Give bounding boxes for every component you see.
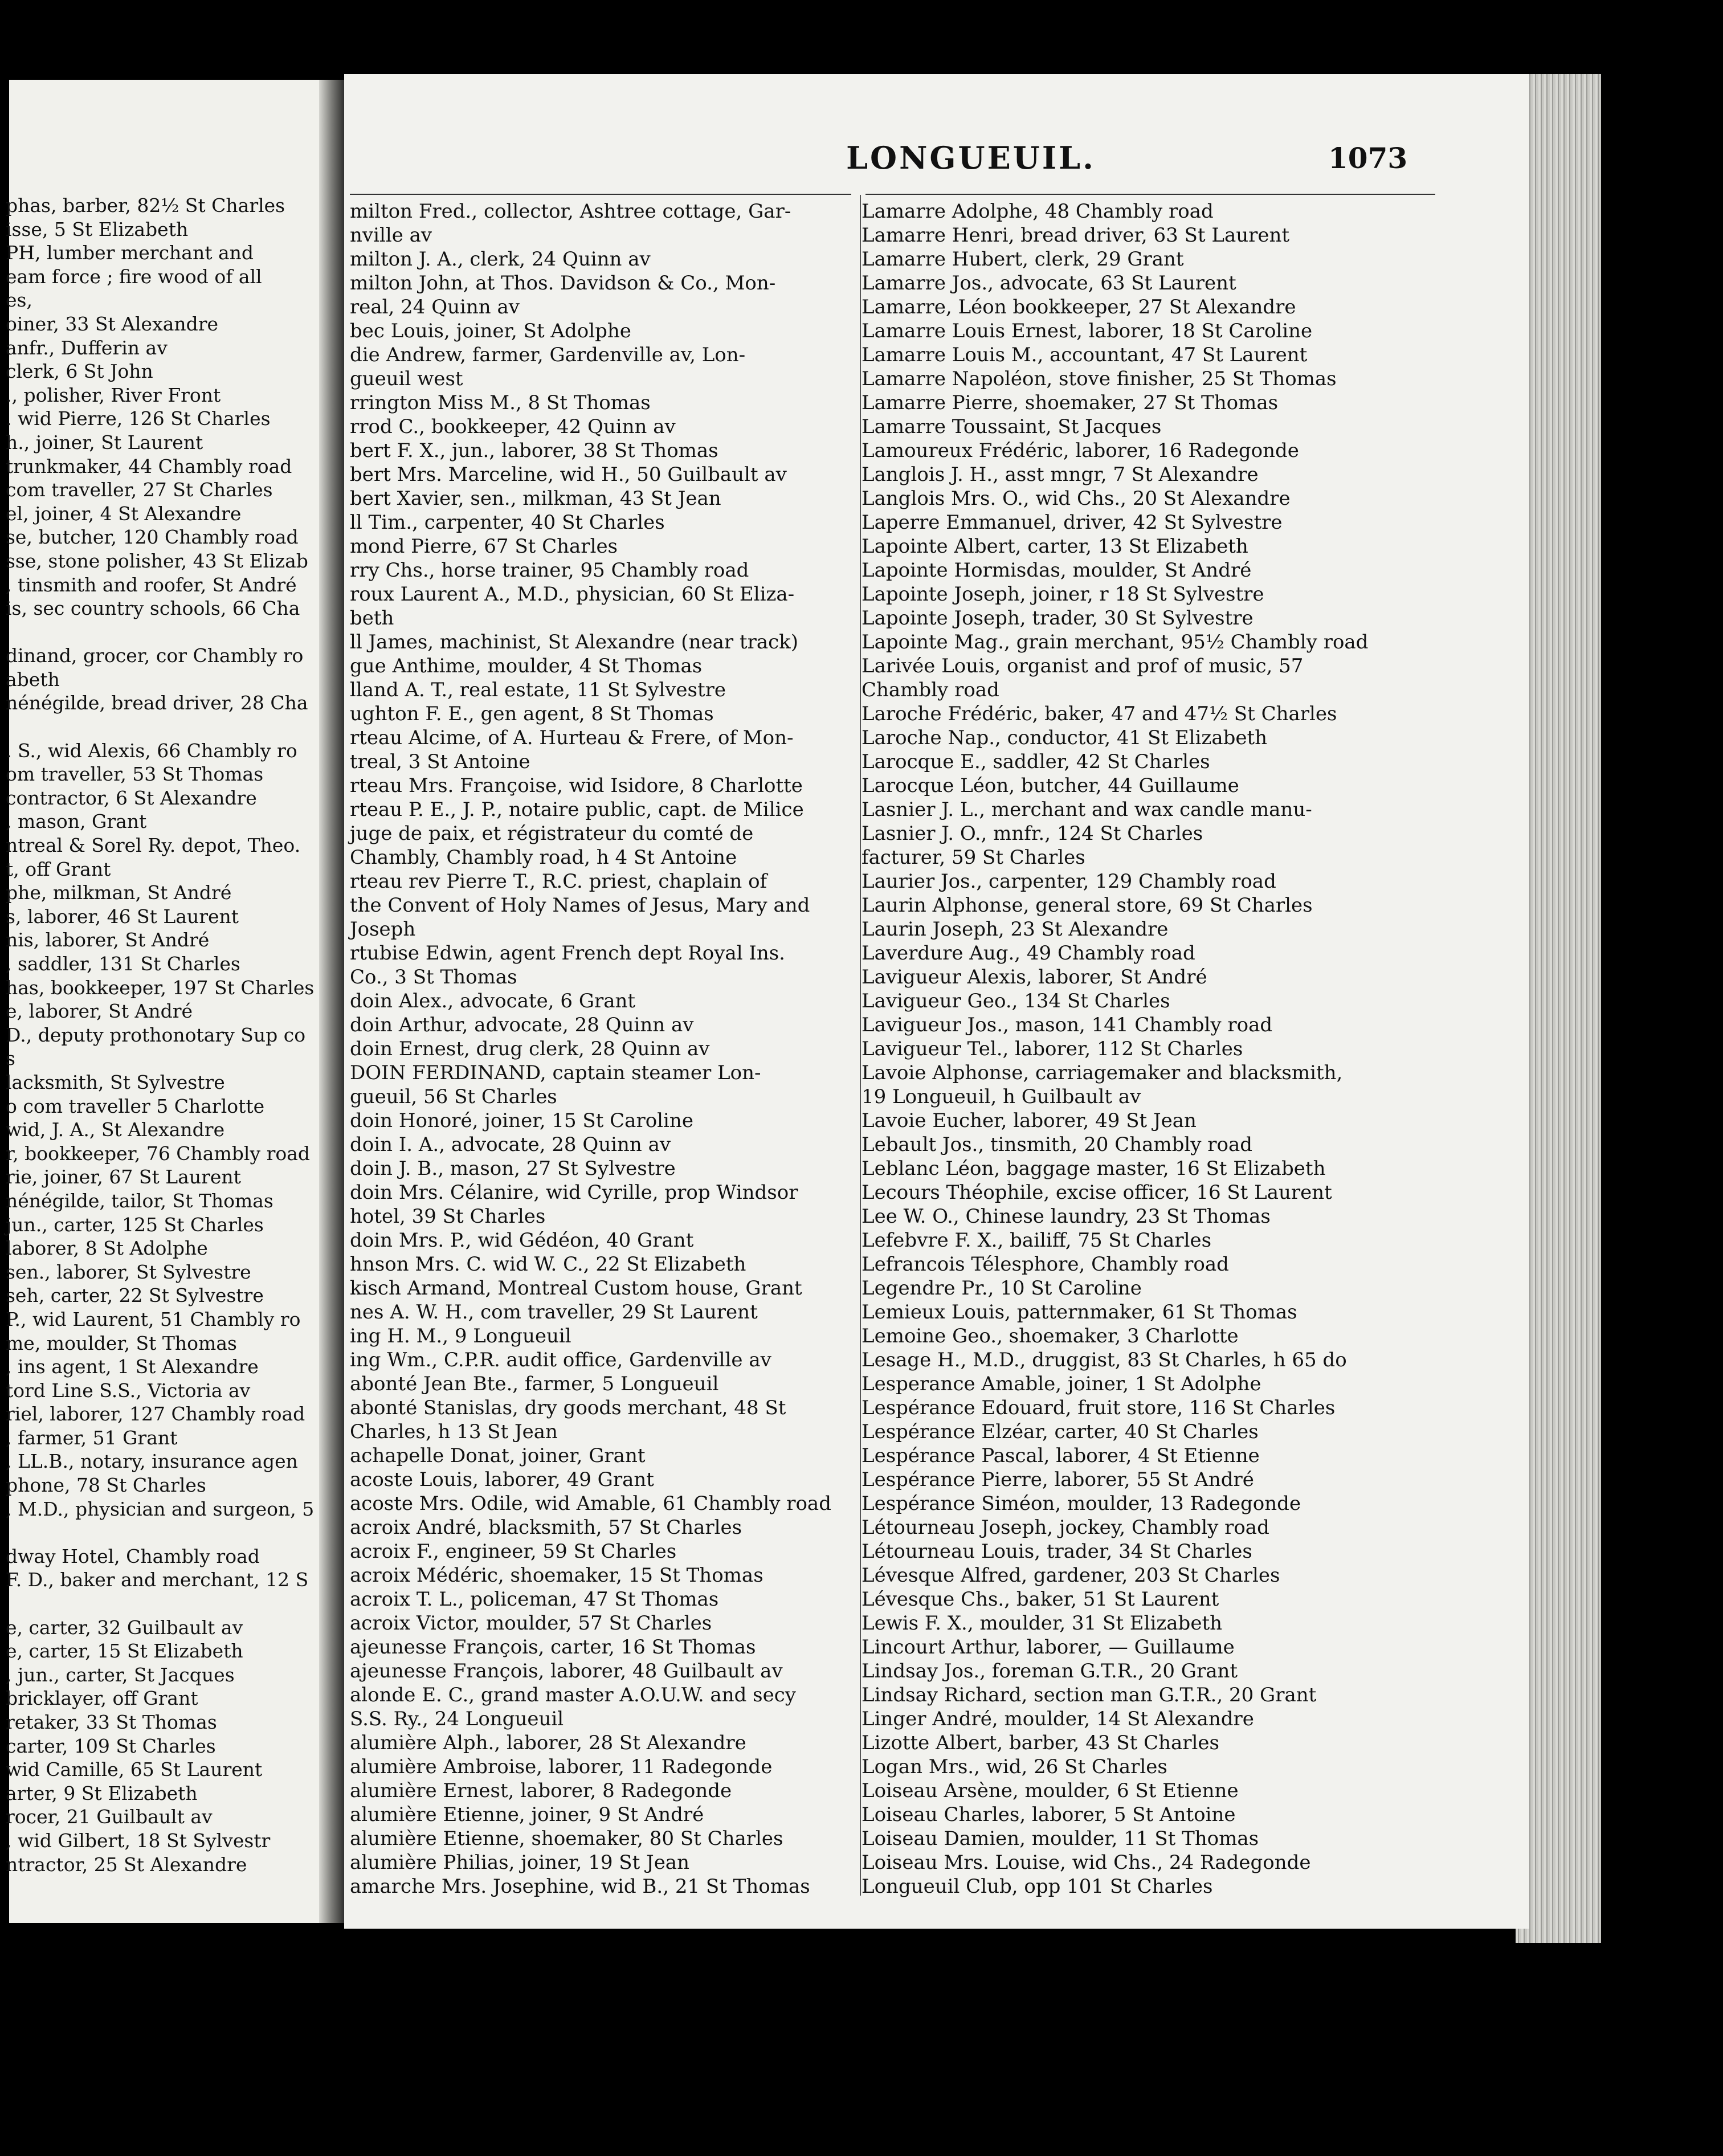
directory-entry: Langlois J. H., asst mngr, 7 St Alexandre xyxy=(862,463,1259,486)
directory-entry: Lavigueur Jos., mason, 141 Chambly road xyxy=(862,1014,1273,1036)
column-divider xyxy=(860,195,861,1896)
directory-entry: Laroche Nap., conductor, 41 St Elizabeth xyxy=(862,726,1268,749)
directory-entry: contractor, 6 St Alexandre xyxy=(6,786,257,809)
directory-entry: ajeunesse François, laborer, 48 Guilbault av xyxy=(350,1660,783,1683)
directory-entry: eam force ; fire wood of all xyxy=(6,265,262,288)
directory-entry: t, off Grant xyxy=(6,858,111,880)
directory-entry: is, sec country schools, 66 Cha xyxy=(6,597,300,620)
directory-entry: kisch Armand, Montreal Custom house, Grant xyxy=(350,1277,802,1300)
directory-entry: Lewis F. X., moulder, 31 St Elizabeth xyxy=(862,1612,1223,1635)
directory-entry: S.S. Ry., 24 Longueuil xyxy=(350,1708,564,1730)
directory-column-left xyxy=(350,199,831,1898)
directory-entry: Lespérance Elzéar, carter, 40 St Charles xyxy=(862,1420,1259,1443)
directory-entry: me, moulder, St Thomas xyxy=(6,1332,237,1354)
directory-entry: Lasnier J. L., merchant and wax candle manu- xyxy=(862,798,1312,821)
directory-entry: die Andrew, farmer, Gardenville av, Lon- xyxy=(350,344,746,366)
directory-entry: D., deputy prothonotary Sup co xyxy=(6,1023,306,1046)
directory-entry xyxy=(6,1521,314,1545)
directory-entry: gueuil, 56 St Charles xyxy=(350,1085,557,1108)
directory-entry: Joseph xyxy=(350,918,416,941)
directory-entry: doin Honoré, joiner, 15 St Caroline xyxy=(350,1109,693,1132)
directory-entry: Larocque Léon, butcher, 44 Guillaume xyxy=(862,774,1239,797)
directory-entry: Lavigueur Geo., 134 St Charles xyxy=(862,990,1170,1012)
directory-entry: acroix Victor, moulder, 57 St Charles xyxy=(350,1612,712,1635)
directory-entry: s xyxy=(6,1047,15,1070)
directory-entry: Lamarre Napoléon, stove finisher, 25 St Thomas xyxy=(862,368,1337,390)
directory-entry: rteau P. E., J. P., notaire public, capt. de Milice xyxy=(350,798,804,821)
directory-entry: milton Fred., collector, Ashtree cottage, Gar- xyxy=(350,200,791,223)
directory-entry: hnson Mrs. C. wid W. C., 22 St Elizabeth xyxy=(350,1253,746,1276)
directory-entry: bert Mrs. Marceline, wid H., 50 Guilbault av xyxy=(350,463,787,486)
directory-entry: o com traveller 5 Charlotte xyxy=(6,1095,265,1117)
directory-entry: Lavigueur Tel., laborer, 112 St Charles xyxy=(862,1038,1243,1060)
directory-entry: Lamarre Adolphe, 48 Chambly road xyxy=(862,200,1214,223)
directory-entry: alumière Etienne, shoemaker, 80 St Charles xyxy=(350,1827,783,1850)
directory-entry: bert Xavier, sen., milkman, 43 St Jean xyxy=(350,487,721,510)
book-gutter xyxy=(319,80,348,1923)
directory-entry: ll James, machinist, St Alexandre (near track) xyxy=(350,631,799,654)
directory-entry: milton J. A., clerk, 24 Quinn av xyxy=(350,248,651,271)
directory-entry: alonde E. C., grand master A.O.U.W. and secy xyxy=(350,1684,796,1706)
directory-entry: Laroche Frédéric, baker, 47 and 47½ St Charles xyxy=(862,703,1337,725)
directory-entry: Lespérance Pierre, laborer, 55 St André xyxy=(862,1468,1254,1491)
directory-entry: Lavoie Alphonse, carriagemaker and blacksmith, xyxy=(862,1061,1343,1084)
directory-entry: Larivée Louis, organist and prof of music, 57 xyxy=(862,655,1304,677)
directory-entry: Loiseau Arsène, moulder, 6 St Etienne xyxy=(862,1779,1239,1802)
directory-entry: nes A. W. H., com traveller, 29 St Laurent xyxy=(350,1301,758,1324)
directory-entry: PH, lumber merchant and xyxy=(6,242,254,264)
directory-entry: nénégilde, tailor, St Thomas xyxy=(6,1189,273,1212)
directory-entry: doin I. A., advocate, 28 Quinn av xyxy=(350,1133,671,1156)
directory-entry xyxy=(6,1592,314,1616)
directory-entry: laborer, 8 St Adolphe xyxy=(6,1237,208,1260)
directory-entry: Lebault Jos., tinsmith, 20 Chambly road xyxy=(862,1133,1253,1156)
directory-entry: Lindsay Jos., foreman G.T.R., 20 Grant xyxy=(862,1660,1238,1683)
directory-entry: Lapointe Albert, carter, 13 St Elizabeth xyxy=(862,535,1248,558)
directory-entry: Lefrancois Télesphore, Chambly road xyxy=(862,1253,1229,1276)
directory-entry: the Convent of Holy Names of Jesus, Mary and xyxy=(350,894,810,917)
header-rule-left xyxy=(350,194,851,195)
directory-entry: com traveller, 27 St Charles xyxy=(6,479,273,501)
directory-entry: arter, 9 St Elizabeth xyxy=(6,1782,198,1804)
directory-entry: , mason, Grant xyxy=(6,810,147,833)
directory-entry: Lamarre Toussaint, St Jacques xyxy=(862,415,1162,438)
directory-entry: beth xyxy=(350,607,394,630)
left-page-entries xyxy=(6,194,314,1876)
directory-entry: acroix T. L., policeman, 47 St Thomas xyxy=(350,1588,719,1611)
directory-entry: 19 Longueuil, h Guilbault av xyxy=(862,1085,1141,1108)
directory-entry: phas, barber, 82½ St Charles xyxy=(6,194,285,217)
directory-entry: alumière Alph., laborer, 28 St Alexandre xyxy=(350,1732,746,1754)
directory-entry: Chambly road xyxy=(862,679,999,701)
directory-entry: Lamarre Hubert, clerk, 29 Grant xyxy=(862,248,1184,271)
directory-entry: es, xyxy=(6,289,32,312)
directory-entry: doin J. B., mason, 27 St Sylvestre xyxy=(350,1157,676,1180)
directory-entry: se, butcher, 120 Chambly road xyxy=(6,526,299,549)
directory-entry: tord Line S.S., Victoria av xyxy=(6,1379,251,1402)
directory-entry: rry Chs., horse trainer, 95 Chambly road xyxy=(350,559,749,582)
directory-entry: has, bookkeeper, 197 St Charles xyxy=(6,976,315,999)
directory-entry: rteau Mrs. Françoise, wid Isidore, 8 Charlotte xyxy=(350,774,803,797)
directory-entry: Chambly, Chambly road, h 4 St Antoine xyxy=(350,846,737,869)
directory-entry: gue Anthime, moulder, 4 St Thomas xyxy=(350,655,703,677)
directory-entry: sse, stone polisher, 43 St Elizab xyxy=(6,549,308,572)
directory-entry: mond Pierre, 67 St Charles xyxy=(350,535,618,558)
directory-entry: F. D., baker and merchant, 12 S xyxy=(6,1569,309,1591)
directory-entry: Loiseau Mrs. Louise, wid Chs., 24 Radegonde xyxy=(862,1851,1311,1874)
directory-entry: Lévesque Chs., baker, 51 St Laurent xyxy=(862,1588,1219,1611)
directory-entry: , ins agent, 1 St Alexandre xyxy=(6,1355,259,1378)
directory-entry: , tinsmith and roofer, St André xyxy=(6,573,297,596)
directory-entry: nis, laborer, St André xyxy=(6,929,210,952)
directory-entry: ntractor, 25 St Alexandre xyxy=(6,1853,247,1876)
directory-entry: Langlois Mrs. O., wid Chs., 20 St Alexandre xyxy=(862,487,1291,510)
directory-entry: clerk, 6 St John xyxy=(6,360,153,383)
directory-entry: , LL.B., notary, insurance agen xyxy=(6,1450,298,1473)
directory-entry: Lapointe Hormisdas, moulder, St André xyxy=(862,559,1252,582)
directory-entry: wid, J. A., St Alexandre xyxy=(6,1118,225,1141)
directory-entry: doin Mrs. P., wid Gédéon, 40 Grant xyxy=(350,1229,694,1252)
directory-entry: Lindsay Richard, section man G.T.R., 20 Grant xyxy=(862,1684,1317,1706)
directory-entry: Legendre Pr., 10 St Caroline xyxy=(862,1277,1142,1300)
directory-entry: Lesperance Amable, joiner, 1 St Adolphe xyxy=(862,1373,1261,1395)
directory-entry: wid Camille, 65 St Laurent xyxy=(6,1758,263,1781)
directory-entry: retaker, 33 St Thomas xyxy=(6,1711,217,1733)
directory-entry: doin Alex., advocate, 6 Grant xyxy=(350,990,636,1012)
directory-entry: . S., wid Alexis, 66 Chambly ro xyxy=(6,739,297,762)
right-page xyxy=(344,74,1529,1929)
header-rule-right xyxy=(865,194,1435,195)
directory-entry: , M.D., physician and surgeon, 5 xyxy=(6,1497,315,1520)
directory-entry: Lavigueur Alexis, laborer, St André xyxy=(862,966,1207,989)
directory-entry: trunkmaker, 44 Chambly road xyxy=(6,455,292,477)
directory-entry: nénégilde, bread driver, 28 Cha xyxy=(6,692,308,714)
directory-entry: acoste Mrs. Odile, wid Amable, 61 Chambly road xyxy=(350,1492,831,1515)
directory-entry: Laurin Alphonse, general store, 69 St Charles xyxy=(862,894,1313,917)
directory-column-right xyxy=(862,199,1368,1898)
directory-entry: om traveller, 53 St Thomas xyxy=(6,763,264,786)
directory-entry: ajeunesse François, carter, 16 St Thomas xyxy=(350,1636,756,1659)
directory-entry: abonté Jean Bte., farmer, 5 Longueuil xyxy=(350,1373,719,1395)
directory-entry: gueuil west xyxy=(350,368,463,390)
directory-entry: Lapointe Mag., grain merchant, 95½ Chambly road xyxy=(862,631,1369,654)
directory-entry: Longueuil Club, opp 101 St Charles xyxy=(862,1875,1213,1898)
directory-entry: Laurier Jos., carpenter, 129 Chambly road xyxy=(862,870,1276,893)
page-number: 1073 xyxy=(1328,141,1408,175)
directory-entry: nville av xyxy=(350,224,432,247)
directory-entry: acroix F., engineer, 59 St Charles xyxy=(350,1540,677,1563)
directory-entry: el, joiner, 4 St Alexandre xyxy=(6,502,242,525)
directory-entry: jun., carter, 125 St Charles xyxy=(6,1213,264,1236)
directory-entry: ntreal & Sorel Ry. depot, Theo. xyxy=(6,834,301,857)
directory-entry: Lévesque Alfred, gardener, 203 St Charles xyxy=(862,1564,1280,1587)
directory-entry: Létourneau Joseph, jockey, Chambly road xyxy=(862,1516,1269,1539)
page-title: LONGUEUIL. xyxy=(846,140,1096,176)
directory-entry: isse, 5 St Elizabeth xyxy=(6,218,189,240)
directory-entry: anfr., Dufferin av xyxy=(6,336,168,359)
directory-entry: bert F. X., jun., laborer, 38 St Thomas xyxy=(350,439,718,462)
directory-entry: hotel, 39 St Charles xyxy=(350,1205,546,1228)
directory-entry: ughton F. E., gen agent, 8 St Thomas xyxy=(350,703,714,725)
directory-entry: . wid Pierre, 126 St Charles xyxy=(6,407,271,430)
directory-entry: Lavoie Eucher, laborer, 49 St Jean xyxy=(862,1109,1197,1132)
directory-entry: rrington Miss M., 8 St Thomas xyxy=(350,391,651,414)
directory-entry: , jun., carter, St Jacques xyxy=(6,1663,235,1686)
directory-entry: phone, 78 St Charles xyxy=(6,1474,206,1497)
directory-entry: Lamarre, Léon bookkeeper, 27 St Alexandre xyxy=(862,296,1296,318)
directory-entry: rocer, 21 Guilbault av xyxy=(6,1806,213,1828)
directory-entry: Lizotte Albert, barber, 43 St Charles xyxy=(862,1732,1219,1754)
directory-entry: acroix André, blacksmith, 57 St Charles xyxy=(350,1516,742,1539)
directory-entry: Laverdure Aug., 49 Chambly road xyxy=(862,942,1195,965)
directory-entry: rrod C., bookkeeper, 42 Quinn av xyxy=(350,415,676,438)
directory-entry: rteau rev Pierre T., R.C. priest, chaplain of xyxy=(350,870,767,893)
directory-entry: doin Mrs. Célanire, wid Cyrille, prop Windsor xyxy=(350,1181,798,1204)
left-page xyxy=(6,80,337,1923)
directory-entry: Lamoureux Frédéric, laborer, 16 Radegonde xyxy=(862,439,1299,462)
directory-entry: seh, carter, 22 St Sylvestre xyxy=(6,1284,264,1307)
directory-entry: abonté Stanislas, dry goods merchant, 48 St xyxy=(350,1396,786,1419)
directory-entry: riel, laborer, 127 Chambly road xyxy=(6,1403,305,1426)
directory-entry: ing H. M., 9 Longueuil xyxy=(350,1325,571,1348)
directory-entry: Laperre Emmanuel, driver, 42 St Sylvestre xyxy=(862,511,1283,534)
directory-entry: alumière Ernest, laborer, 8 Radegonde xyxy=(350,1779,732,1802)
directory-entry: rtubise Edwin, agent French dept Royal Ins. xyxy=(350,942,785,965)
directory-entry: real, 24 Quinn av xyxy=(350,296,520,318)
directory-entry: Lecours Théophile, excise officer, 16 St Laurent xyxy=(862,1181,1332,1204)
directory-entry: ing Wm., C.P.R. audit office, Gardenville av xyxy=(350,1349,771,1371)
directory-entry: e, laborer, St André xyxy=(6,1000,193,1023)
directory-entry: Lespérance Pascal, laborer, 4 St Etienne xyxy=(862,1444,1260,1467)
directory-entry: bricklayer, off Grant xyxy=(6,1687,198,1710)
directory-entry: Leblanc Léon, baggage master, 16 St Elizabeth xyxy=(862,1157,1326,1180)
directory-entry: Loiseau Damien, moulder, 11 St Thomas xyxy=(862,1827,1259,1850)
directory-entry: acoste Louis, laborer, 49 Grant xyxy=(350,1468,654,1491)
directory-entry xyxy=(6,620,314,644)
directory-entry: s, laborer, 46 St Laurent xyxy=(6,905,239,928)
directory-entry: carter, 109 St Charles xyxy=(6,1734,216,1757)
directory-entry: acroix Médéric, shoemaker, 15 St Thomas xyxy=(350,1564,763,1587)
directory-entry: Létourneau Louis, trader, 34 St Charles xyxy=(862,1540,1252,1563)
directory-entry: DOIN FERDINAND, captain steamer Lon- xyxy=(350,1061,761,1084)
directory-entry: milton John, at Thos. Davidson & Co., Mon- xyxy=(350,272,776,295)
directory-entry: , saddler, 131 St Charles xyxy=(6,953,240,975)
directory-entry: alumière Philias, joiner, 19 St Jean xyxy=(350,1851,689,1874)
directory-entry: Lincourt Arthur, laborer, — Guillaume xyxy=(862,1636,1235,1659)
directory-entry: ., polisher, River Front xyxy=(6,383,221,406)
directory-entry: , farmer, 51 Grant xyxy=(6,1426,178,1449)
directory-entry: Lapointe Joseph, joiner, r 18 St Sylvestre xyxy=(862,583,1264,606)
directory-entry: ll Tim., carpenter, 40 St Charles xyxy=(350,511,665,534)
directory-entry: e, carter, 15 St Elizabeth xyxy=(6,1640,243,1663)
directory-entry: Lamarre Pierre, shoemaker, 27 St Thomas xyxy=(862,391,1279,414)
directory-entry: Lespérance Siméon, moulder, 13 Radegonde xyxy=(862,1492,1301,1515)
directory-entry: Lamarre Louis Ernest, laborer, 18 St Caroline xyxy=(862,320,1313,342)
directory-entry: rteau Alcime, of A. Hurteau & Frere, of Mon- xyxy=(350,726,794,749)
directory-entry: treal, 3 St Antoine xyxy=(350,750,530,773)
directory-entry: Lespérance Edouard, fruit store, 116 St Charles xyxy=(862,1396,1336,1419)
directory-entry: phe, milkman, St André xyxy=(6,881,232,904)
directory-entry: doin Arthur, advocate, 28 Quinn av xyxy=(350,1014,694,1036)
directory-entry: bec Louis, joiner, St Adolphe xyxy=(350,320,631,342)
directory-entry: abeth xyxy=(6,668,60,691)
directory-entry: Lamarre Henri, bread driver, 63 St Laurent xyxy=(862,224,1290,247)
directory-entry: Lesage H., M.D., druggist, 83 St Charles, h 65 do xyxy=(862,1349,1347,1371)
directory-entry: amarche Mrs. Josephine, wid B., 21 St Thomas xyxy=(350,1875,810,1898)
directory-entry: facturer, 59 St Charles xyxy=(862,846,1085,869)
directory-entry: Lasnier J. O., mnfr., 124 St Charles xyxy=(862,822,1203,845)
directory-entry: Charles, h 13 St Jean xyxy=(350,1420,558,1443)
directory-entry: lacksmith, St Sylvestre xyxy=(6,1071,225,1093)
directory-entry: e, carter, 32 Guilbault av xyxy=(6,1616,243,1639)
directory-entry: Lefebvre F. X., bailiff, 75 St Charles xyxy=(862,1229,1212,1252)
directory-entry: , wid Gilbert, 18 St Sylvestr xyxy=(6,1829,271,1852)
directory-entry: Lamarre Jos., advocate, 63 St Laurent xyxy=(862,272,1236,295)
directory-entry: r, bookkeeper, 76 Chambly road xyxy=(6,1142,311,1165)
directory-entry: dway Hotel, Chambly road xyxy=(6,1545,260,1567)
directory-entry: Lee W. O., Chinese laundry, 23 St Thomas xyxy=(862,1205,1271,1228)
directory-entry: Lamarre Louis M., accountant, 47 St Laurent xyxy=(862,344,1308,366)
directory-entry: roux Laurent A., M.D., physician, 60 St Eliza- xyxy=(350,583,795,606)
directory-entry: alumière Etienne, joiner, 9 St André xyxy=(350,1803,704,1826)
directory-entry: Laurin Joseph, 23 St Alexandre xyxy=(862,918,1169,941)
directory-entry: Loiseau Charles, laborer, 5 St Antoine xyxy=(862,1803,1236,1826)
directory-entry: Lapointe Joseph, trader, 30 St Sylvestre xyxy=(862,607,1254,630)
directory-entry: alumière Ambroise, laborer, 11 Radegonde xyxy=(350,1755,773,1778)
directory-entry: dinand, grocer, cor Chambly ro xyxy=(6,644,304,667)
directory-entry: Larocque E., saddler, 42 St Charles xyxy=(862,750,1210,773)
directory-entry: Lemieux Louis, patternmaker, 61 St Thomas xyxy=(862,1301,1297,1324)
directory-entry: achapelle Donat, joiner, Grant xyxy=(350,1444,646,1467)
directory-entry: juge de paix, et régistrateur du comté de xyxy=(350,822,754,845)
directory-entry: lland A. T., real estate, 11 St Sylvestre xyxy=(350,679,726,701)
directory-entry: rie, joiner, 67 St Laurent xyxy=(6,1166,241,1189)
directory-entry: P., wid Laurent, 51 Chambly ro xyxy=(6,1308,301,1330)
directory-entry: sen., laborer, St Sylvestre xyxy=(6,1260,251,1283)
directory-entry: h., joiner, St Laurent xyxy=(6,431,203,454)
directory-entry: oiner, 33 St Alexandre xyxy=(6,312,219,335)
directory-entry: Co., 3 St Thomas xyxy=(350,966,517,989)
directory-entry: doin Ernest, drug clerk, 28 Quinn av xyxy=(350,1038,710,1060)
directory-entry xyxy=(6,715,314,739)
directory-entry: Linger André, moulder, 14 St Alexandre xyxy=(862,1708,1254,1730)
directory-entry: Logan Mrs., wid, 26 St Charles xyxy=(862,1755,1167,1778)
directory-entry: Lemoine Geo., shoemaker, 3 Charlotte xyxy=(862,1325,1239,1348)
